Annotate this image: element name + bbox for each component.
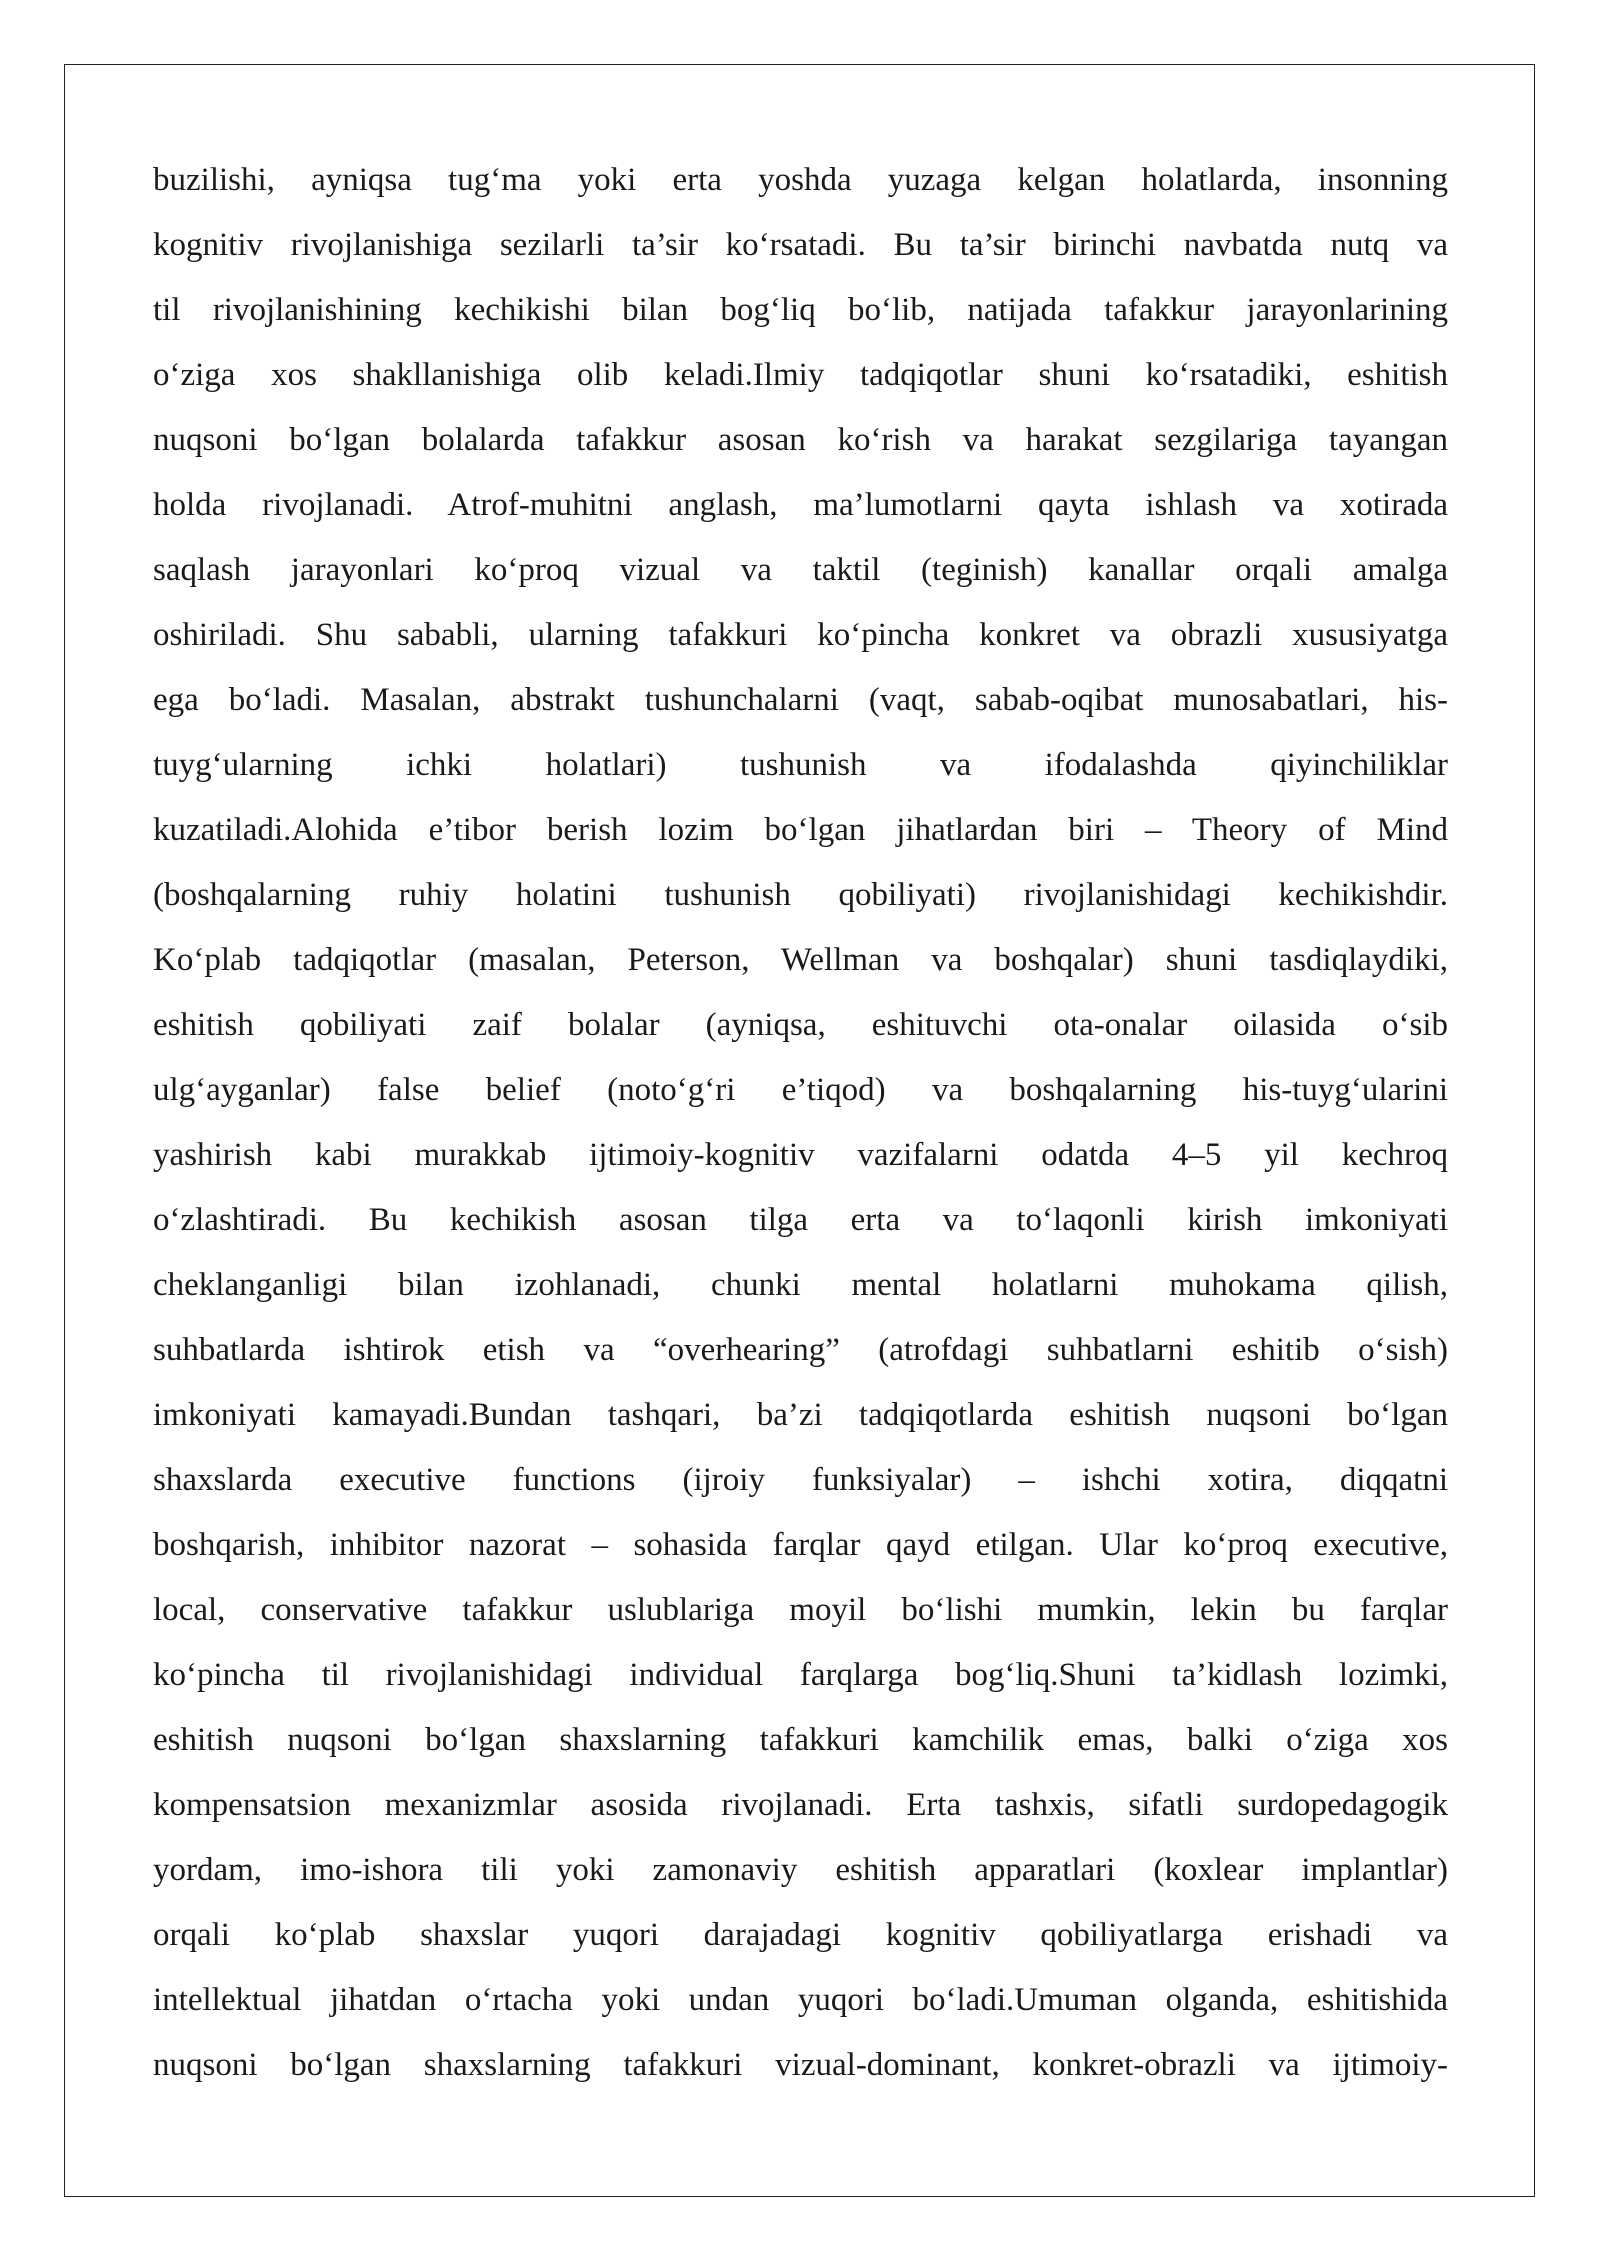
text-line: boshqarish, inhibitor nazorat – sohasida farqlar qayd etilgan. Ular ko‘proq executive, — [153, 1527, 1448, 1563]
text-line: yordam, imo-ishora tili yoki zamonaviy eshitish apparatlari (koxlear implantlar) — [153, 1852, 1448, 1888]
text-line: ko‘pincha til rivojlanishidagi individual farqlarga bog‘liq.Shuni ta’kidlash lozimki, — [153, 1657, 1448, 1693]
text-line: nuqsoni bo‘lgan shaxslarning tafakkuri vizual-dominant, konkret-obrazli va ijtimoiy- — [153, 2047, 1448, 2083]
text-line: o‘zlashtiradi. Bu kechikish asosan tilga erta va to‘laqonli kirish imkoniyati — [153, 1202, 1448, 1238]
text-line: eshitish qobiliyati zaif bolalar (ayniqsa, eshituvchi ota-onalar oilasida o‘sib — [153, 1007, 1448, 1043]
text-line: nuqsoni bo‘lgan bolalarda tafakkur asosan ko‘rish va harakat sezgilariga tayangan — [153, 422, 1448, 458]
text-line: local, conservative tafakkur uslublariga moyil bo‘lishi mumkin, lekin bu farqlar — [153, 1592, 1448, 1628]
text-line: oshiriladi. Shu sababli, ularning tafakkuri ko‘pincha konkret va obrazli xususiyatga — [153, 617, 1448, 653]
text-line: yashirish kabi murakkab ijtimoiy-kognitiv vazifalarni odatda 4–5 yil kechroq — [153, 1137, 1448, 1173]
text-line: suhbatlarda ishtirok etish va “overhearing” (atrofdagi suhbatlarni eshitib o‘sish) — [153, 1332, 1448, 1368]
text-line: tuyg‘ularning ichki holatlari) tushunish va ifodalashda qiyinchiliklar — [153, 747, 1448, 783]
text-line: orqali ko‘plab shaxslar yuqori darajadagi kognitiv qobiliyatlarga erishadi va — [153, 1917, 1448, 1953]
text-line: imkoniyati kamayadi.Bundan tashqari, ba’zi tadqiqotlarda eshitish nuqsoni bo‘lgan — [153, 1397, 1448, 1433]
text-line: buzilishi, ayniqsa tug‘ma yoki erta yoshda yuzaga kelgan holatlarda, insonning — [153, 162, 1448, 198]
text-line: kognitiv rivojlanishiga sezilarli ta’sir ko‘rsatadi. Bu ta’sir birinchi navbatda nutq va — [153, 227, 1448, 263]
text-line: kuzatiladi.Alohida e’tibor berish lozim bo‘lgan jihatlardan biri – Theory of Mind — [153, 812, 1448, 848]
text-line: shaxslarda executive functions (ijroiy funksiyalar) – ishchi xotira, diqqatni — [153, 1462, 1448, 1498]
text-line: holda rivojlanadi. Atrof-muhitni anglash, ma’lumotlarni qayta ishlash va xotirada — [153, 487, 1448, 523]
text-line: kompensatsion mexanizmlar asosida rivojlanadi. Erta tashxis, sifatli surdopedagogik — [153, 1787, 1448, 1823]
text-line: eshitish nuqsoni bo‘lgan shaxslarning tafakkuri kamchilik emas, balki o‘ziga xos — [153, 1722, 1448, 1758]
text-line: ulg‘ayganlar) false belief (noto‘g‘ri e’tiqod) va boshqalarning his-tuyg‘ularini — [153, 1072, 1448, 1108]
document-body — [153, 148, 1448, 2098]
text-line: til rivojlanishining kechikishi bilan bog‘liq bo‘lib, natijada tafakkur jarayonlarining — [153, 292, 1448, 328]
text-line: saqlash jarayonlari ko‘proq vizual va taktil (teginish) kanallar orqali amalga — [153, 552, 1448, 588]
text-line: o‘ziga xos shakllanishiga olib keladi.Ilmiy tadqiqotlar shuni ko‘rsatadiki, eshitish — [153, 357, 1448, 393]
text-line: ega bo‘ladi. Masalan, abstrakt tushunchalarni (vaqt, sabab-oqibat munosabatlari, his- — [153, 682, 1448, 718]
text-line: (boshqalarning ruhiy holatini tushunish qobiliyati) rivojlanishidagi kechikishdir. — [153, 877, 1448, 913]
text-line: intellektual jihatdan o‘rtacha yoki undan yuqori bo‘ladi.Umuman olganda, eshitishida — [153, 1982, 1448, 2018]
text-line: Ko‘plab tadqiqotlar (masalan, Peterson, Wellman va boshqalar) shuni tasdiqlaydiki, — [153, 942, 1448, 978]
text-line: cheklanganligi bilan izohlanadi, chunki mental holatlarni muhokama qilish, — [153, 1267, 1448, 1303]
